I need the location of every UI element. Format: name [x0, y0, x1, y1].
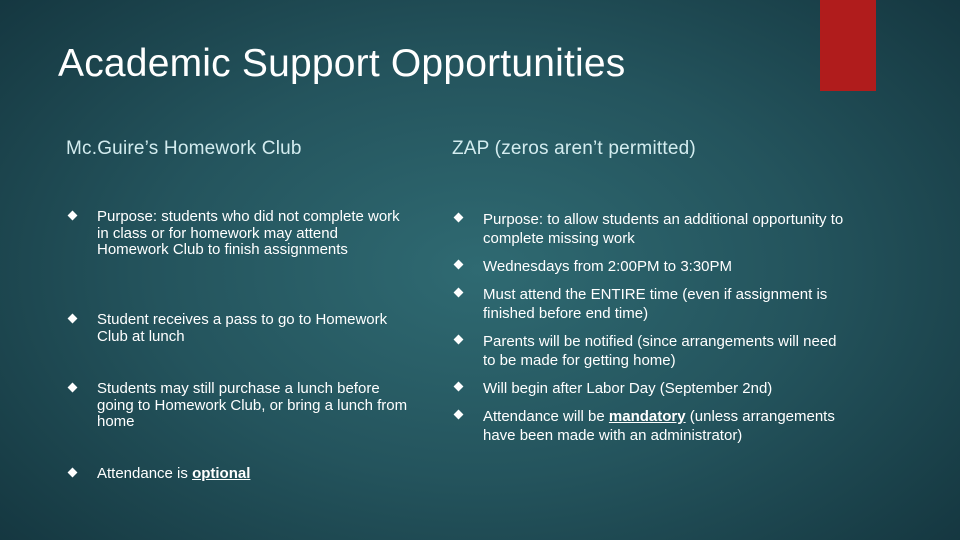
list-item [66, 381, 412, 431]
bullet-text: Purpose: to allow students an additional opportunity to complete missing work [483, 211, 844, 247]
list-item [66, 312, 412, 345]
homework-club-column [66, 138, 412, 482]
list-item [452, 211, 852, 248]
bullet-text-lead: Attendance is [97, 465, 193, 482]
slide-title: Academic Support Opportunities [58, 42, 626, 85]
bullet-text [452, 408, 852, 445]
list-item [66, 209, 412, 259]
list-item [452, 333, 852, 370]
bullet-text [66, 466, 412, 483]
homework-club-heading: Mc.Guire’s Homework Club [66, 138, 302, 159]
optional-emphasis: optional [192, 465, 251, 482]
bullet-text: Parents will be notified (since arrangements will need to be made for getting home) [483, 333, 837, 369]
list-item [66, 466, 412, 483]
bullet-text: Must attend the ENTIRE time (even if assignment is finished before end time) [483, 286, 828, 322]
zap-column [452, 138, 852, 444]
mandatory-emphasis: mandatory [608, 408, 686, 425]
list-item [452, 408, 852, 445]
list-item [452, 380, 852, 399]
zap-heading: ZAP (zeros aren’t permitted) [452, 138, 696, 159]
bullet-text: Will begin after Labor Day (September 2nd) [483, 380, 773, 397]
bullet-text: Purpose: students who did not complete work in class or for homework may attend Homework Club to finish assignments [97, 208, 400, 258]
bullet-text: Wednesdays from 2:00PM to 3:30PM [483, 258, 733, 275]
list-item [452, 258, 852, 277]
list-item [452, 286, 852, 323]
bullet-text: Students may still purchase a lunch before going to Homework Club, or bring a lunch from home [97, 380, 408, 430]
accent-tab [820, 0, 876, 91]
bullet-text-tail: (unless arrangements have been made with an administrator) [483, 408, 835, 444]
bullet-text-lead: Attendance will be [483, 408, 609, 425]
bullet-text: Student receives a pass to go to Homework Club at lunch [97, 311, 388, 345]
